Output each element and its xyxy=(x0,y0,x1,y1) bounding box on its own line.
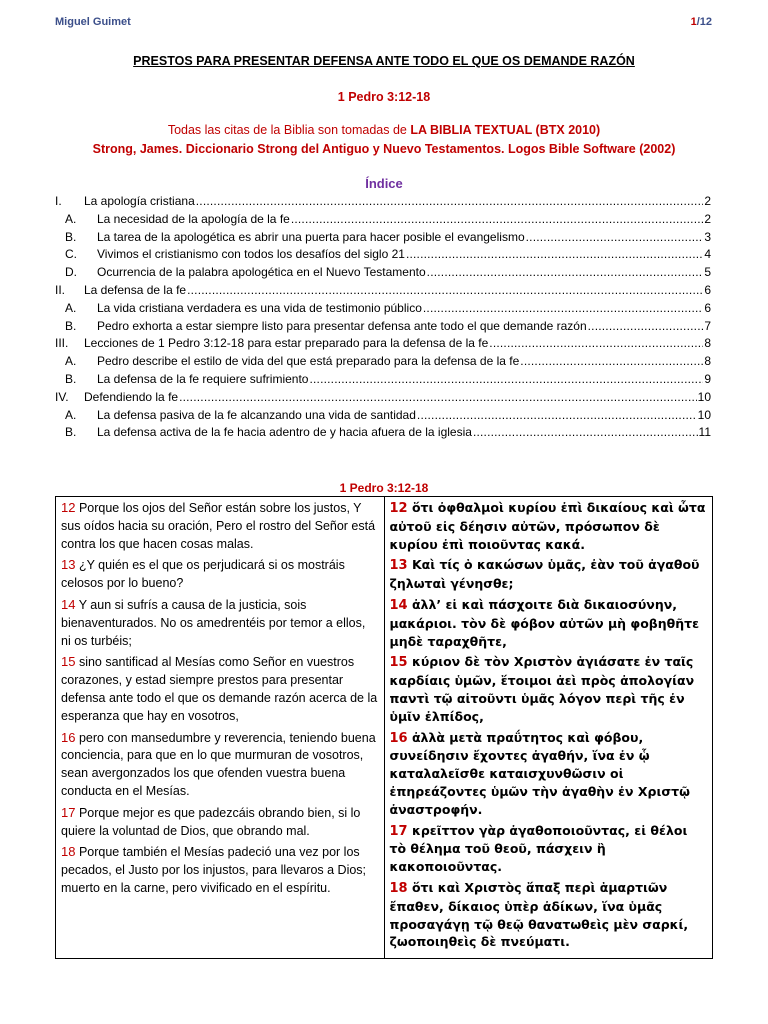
toc-entry-text: La defensa pasiva de la fe alcanzando una vida de santidad xyxy=(97,407,416,422)
toc-entry-number: D. xyxy=(65,265,77,280)
toc-entry-page: 2 xyxy=(704,211,711,226)
verse xyxy=(390,729,708,819)
toc-entry-number: B. xyxy=(65,318,77,333)
verse-number: 14 xyxy=(389,597,408,613)
verse-text: Porque también el Mesías padeció una vez por los pecados, el Justo por los injustos, para llevaros a Dios; muerto en la carne, pero vivificado en el espíritu. xyxy=(61,845,367,895)
toc-entry-number: IV. xyxy=(55,389,69,404)
verse-number: 18 xyxy=(61,844,76,860)
verse xyxy=(390,556,708,593)
toc-dot-leader xyxy=(588,319,704,333)
toc-entry-page: 6 xyxy=(704,300,711,315)
toc-dot-leader xyxy=(406,247,703,261)
toc-entry-page: 11 xyxy=(698,425,711,440)
table-of-contents xyxy=(55,194,711,443)
verse-number: 18 xyxy=(389,880,408,896)
toc-entry-number: B. xyxy=(65,371,77,386)
verse xyxy=(390,879,708,951)
toc-entry[interactable] xyxy=(55,425,711,443)
verse xyxy=(61,556,379,593)
source-bible-name: LA BIBLIA TEXTUAL (BTX 2010) xyxy=(410,123,601,137)
toc-entry-number: A. xyxy=(65,407,77,422)
verse xyxy=(61,596,379,650)
toc-entry-page: 8 xyxy=(704,336,711,351)
toc-entry[interactable] xyxy=(55,265,711,283)
verse-text: Y aun si sufrís a causa de la justicia, sois bienaventurados. No os amedrentéis por temor a ellos, ni os turbéis; xyxy=(61,597,366,648)
toc-entry[interactable] xyxy=(55,408,711,426)
verse-text: Porque mejor es que padezcáis obrando bien, si lo quiere la voluntad de Dios, que obrando mal. xyxy=(61,805,361,838)
toc-entry-page: 5 xyxy=(704,265,711,280)
verse-number: 13 xyxy=(61,557,76,573)
toc-entry[interactable] xyxy=(55,390,711,408)
spanish-column xyxy=(56,497,385,959)
verse-text: pero con mansedumbre y reverencia, teniendo buena conciencia, para que en lo que murmuran de vosotros, sean avergonzados los que ofenden vuestra buena conducta en el Mesías. xyxy=(61,730,376,798)
source-line-2: Strong, James. Diccionario Strong del Antiguo y Nuevo Testamentos. Logos Bible Software (2002) xyxy=(92,142,676,156)
verse xyxy=(61,804,379,841)
toc-entry-text: Vivimos el cristianismo con todos los desafíos del siglo 21 xyxy=(97,247,405,262)
header-page-number xyxy=(691,16,712,28)
verse-number: 17 xyxy=(61,804,76,820)
toc-entry-page: 6 xyxy=(704,282,711,297)
toc-entry[interactable] xyxy=(55,212,711,230)
toc-entry-number: II. xyxy=(55,282,66,297)
toc-dot-leader xyxy=(427,265,704,279)
toc-entry-text: La defensa activa de la fe hacia adentro de y hacia afuera de la iglesia xyxy=(97,425,472,440)
toc-entry[interactable] xyxy=(55,247,711,265)
verse-number: 12 xyxy=(389,501,408,516)
verse-number: 14 xyxy=(61,596,76,612)
verse-text: ἀλλὰ μετὰ πραΰτητος καὶ φόβου, συνείδησιν ἔχοντες ἀγαθήν, ἵνα ἐν ᾧ καταλαλεῖσθε καταισχυνθῶσιν οἱ ἐπηρεάζοντες ὑμῶν τὴν ἀγαθὴν ἐν Χριστῷ ἀναστροφήν. xyxy=(389,729,690,817)
verse xyxy=(61,729,379,801)
verse xyxy=(390,822,708,876)
verse-number: 16 xyxy=(61,729,76,745)
verse-number: 15 xyxy=(61,654,76,670)
verse-text: sino santificad al Mesías como Señor en vuestros corazones, y estad siempre prestos para presentar defensa ante todo el que os demande razón acerca de la esperanza que hay en vosotros, xyxy=(61,655,378,723)
document-title: PRESTOS PARA PRESENTAR DEFENSA ANTE TODO EL QUE OS DEMANDE RAZÓN xyxy=(133,54,635,68)
toc-dot-leader xyxy=(309,372,703,386)
toc-entry[interactable] xyxy=(55,301,711,319)
toc-dot-leader xyxy=(179,390,697,404)
verse-text: κρεῖττον γὰρ ἀγαθοποιοῦντας, εἰ θέλοι τὸ θέλημα τοῦ θεοῦ, πάσχειν ἢ κακοποιοῦντας. xyxy=(389,822,688,875)
verses-table xyxy=(55,496,713,959)
toc-dot-leader xyxy=(196,194,704,208)
verse xyxy=(390,596,708,650)
toc-dot-leader xyxy=(187,283,703,297)
toc-entry-page: 4 xyxy=(704,247,711,262)
verse-text: ἀλλ’ εἰ καὶ πάσχοιτε διὰ δικαιοσύνην, μακάριοι. τὸν δὲ φόβον αὐτῶν μὴ φοβηθῆτε μηδὲ ταραχθῆτε, xyxy=(389,596,700,649)
toc-entry-text: La defensa de la fe xyxy=(84,282,187,297)
toc-entry[interactable] xyxy=(55,354,711,372)
greek-column xyxy=(384,497,713,959)
source-line-1 xyxy=(0,123,768,137)
toc-entry-page: 9 xyxy=(704,371,711,386)
passage-title: 1 Pedro 3:12-18 xyxy=(339,481,429,495)
toc-dot-leader xyxy=(423,301,703,315)
verse-number: 16 xyxy=(389,730,408,746)
toc-dot-leader xyxy=(520,354,703,368)
toc-entry-page: 7 xyxy=(704,318,711,333)
toc-entry[interactable] xyxy=(55,319,711,337)
verse-text: Καὶ τίς ὁ κακώσων ὑμᾶς, ἐὰν τοῦ ἀγαθοῦ ζηλωταὶ γένησθε; xyxy=(389,557,700,592)
verse-text: ὅτι καὶ Χριστὸς ἅπαξ περὶ ἁμαρτιῶν ἔπαθεν, δίκαιος ὑπὲρ ἀδίκων, ἵνα ὑμᾶς προσαγάγῃ τῷ θεῷ θανατωθεὶς μὲν σαρκί, ζωοποιηθεὶς δὲ πνεύματι. xyxy=(389,879,689,950)
toc-entry-number: B. xyxy=(65,229,77,244)
toc-entry-text: La apología cristiana xyxy=(84,194,195,208)
toc-entry-text: Ocurrencia de la palabra apologética en el Nuevo Testamento xyxy=(97,265,426,280)
toc-entry-page: 10 xyxy=(697,389,711,404)
toc-dot-leader xyxy=(417,408,697,422)
toc-entry-text: La vida cristiana verdadera es una vida de testimonio público xyxy=(97,300,422,315)
toc-entry[interactable] xyxy=(55,194,711,212)
toc-entry-page: 2 xyxy=(704,194,711,208)
toc-entry-number: I. xyxy=(55,194,62,208)
toc-entry[interactable] xyxy=(55,230,711,248)
source-prefix: Todas las citas de la Biblia son tomadas de xyxy=(167,123,411,137)
toc-dot-leader xyxy=(473,425,698,439)
toc-entry-text: Pedro exhorta a estar siempre listo para presentar defensa ante todo el que demande razón xyxy=(97,318,587,333)
header-author: Miguel Guimet xyxy=(55,16,131,28)
verses-row xyxy=(56,497,713,959)
toc-entry[interactable] xyxy=(55,372,711,390)
toc-entry-text: La tarea de la apologética es abrir una puerta para hacer posible el evangelismo xyxy=(97,229,525,244)
verse-number: 15 xyxy=(389,655,408,671)
toc-entry-text: La necesidad de la apología de la fe xyxy=(97,211,290,226)
toc-entry[interactable] xyxy=(55,336,711,354)
bible-reference: 1 Pedro 3:12-18 xyxy=(337,90,431,104)
toc-entry-page: 8 xyxy=(704,354,711,369)
toc-entry-number: A. xyxy=(65,354,77,369)
verse-text: ὅτι ὀφθαλμοὶ κυρίου ἐπὶ δικαίους καὶ ὦτα αὐτοῦ εἰς δέησιν αὐτῶν, πρόσωπον δὲ κυρίου ἐπὶ ποιοῦντας κακά. xyxy=(389,500,706,552)
toc-entry-number: III. xyxy=(55,336,69,351)
verse xyxy=(61,843,379,897)
verse xyxy=(61,653,379,725)
toc-entry-number: B. xyxy=(65,425,77,440)
toc-heading: Índice xyxy=(365,176,403,191)
toc-entry-text: Pedro describe el estilo de vida del que está preparado para la defensa de la fe xyxy=(97,354,520,369)
verse-number: 17 xyxy=(389,823,408,839)
verse-text: κύριον δὲ τὸν Χριστὸν ἁγιάσατε ἐν ταῖς καρδίαις ὑμῶν, ἕτοιμοι ἀεὶ πρὸς ἀπολογίαν παντὶ τῷ αἰτοῦντι ὑμᾶς λόγον περὶ τῆς ἐν ὑμῖν ἐλπίδος, xyxy=(389,654,695,724)
toc-entry[interactable] xyxy=(55,283,711,301)
toc-entry-number: A. xyxy=(65,211,77,226)
verse xyxy=(61,499,379,553)
verse-number: 12 xyxy=(61,500,76,515)
toc-entry-page: 3 xyxy=(704,229,711,244)
toc-dot-leader xyxy=(526,230,704,244)
current-page: 1 xyxy=(690,16,697,28)
verse xyxy=(390,499,708,553)
verse xyxy=(390,653,708,725)
toc-entry-text: La defensa de la fe requiere sufrimiento xyxy=(97,371,309,386)
verse-text: Porque los ojos del Señor están sobre los justos, Y sus oídos hacia su oración, Pero el rostro del Señor está contra los que hacen cosas malas. xyxy=(61,501,376,551)
toc-entry-text: Defendiendo la fe xyxy=(84,389,179,404)
verse-number: 13 xyxy=(389,558,408,574)
toc-entry-number: C. xyxy=(65,247,77,262)
toc-entry-number: A. xyxy=(65,300,77,315)
toc-entry-page: 10 xyxy=(697,407,711,422)
toc-dot-leader xyxy=(489,336,703,350)
verse-text: ¿Y quién es el que os perjudicará si os mostráis celosos por lo bueno? xyxy=(61,558,345,591)
toc-dot-leader xyxy=(291,212,703,226)
toc-entry-text: Lecciones de 1 Pedro 3:12-18 para estar preparado para la defensa de la fe xyxy=(84,336,489,351)
total-pages: /12 xyxy=(696,16,712,28)
